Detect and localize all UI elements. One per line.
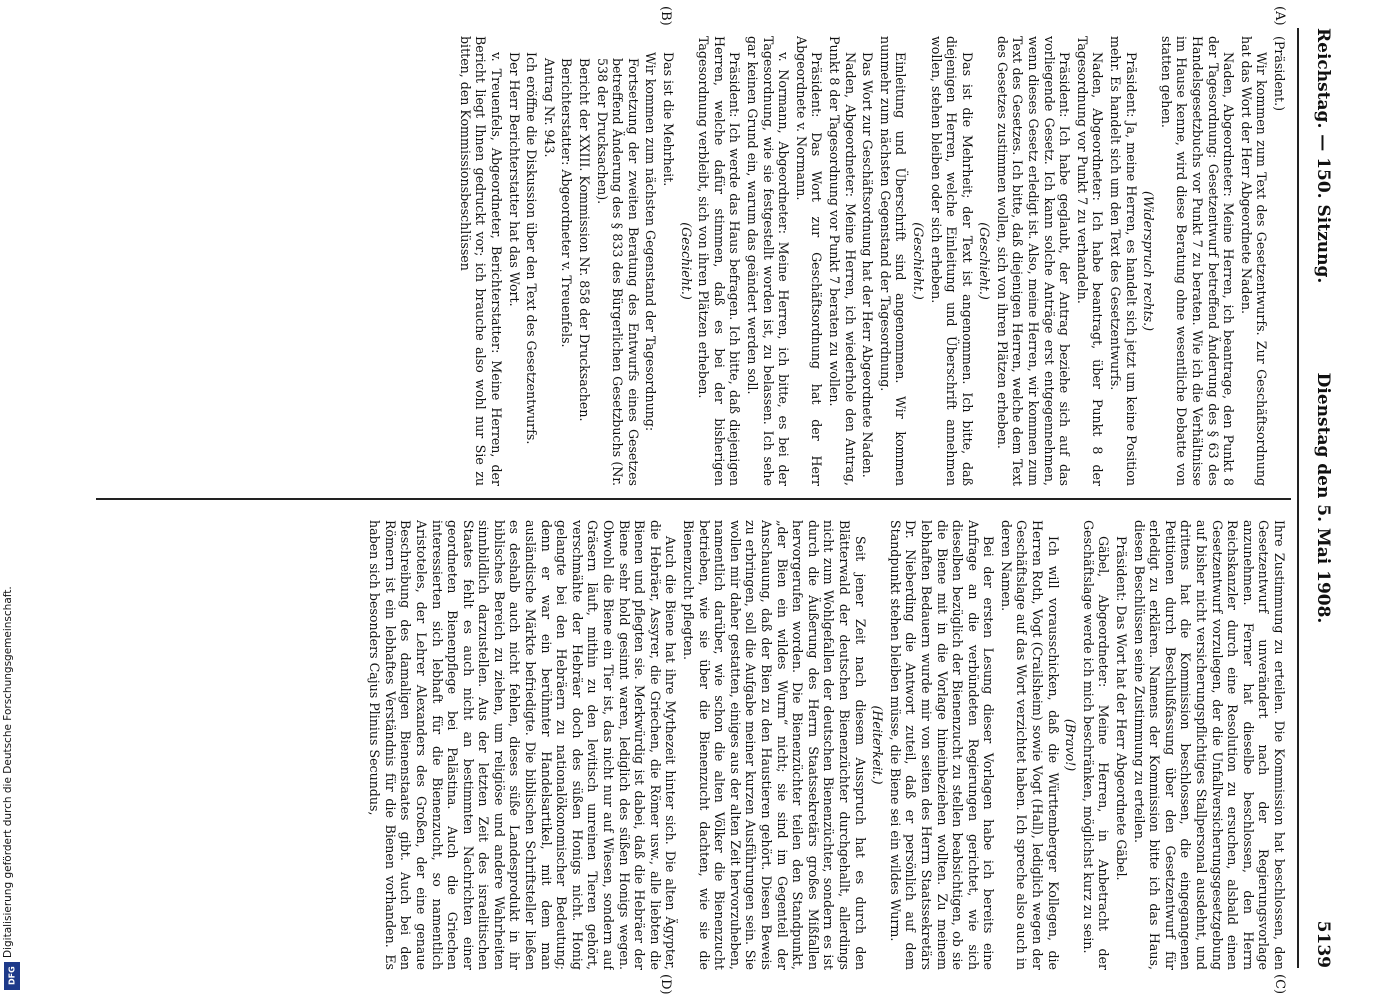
right-text-column xyxy=(97,520,1287,970)
paragraph: Das ist die Mehrheit. xyxy=(661,52,677,187)
paragraph: Präsident: Ja, meine Herren, es handelt sich jetzt um keine Position mehr. Es handelt sich um den Text des Gesetzentwurfs. xyxy=(1108,36,1139,486)
margin-mark-b: (B) xyxy=(658,6,673,26)
paragraph: Der Herr Berichterstatter hat das Wort. xyxy=(506,52,522,307)
paragraph: Präsident: Ich werde das Haus befragen. Ich bitte, daß diejenigen Herren, welche dafür stimmen, daß es bei der bisherigen Tagesordnung verbleibt, sich von ihren Plätzen erheben. xyxy=(696,36,743,486)
paragraph: (Geschieht.) xyxy=(910,222,926,300)
paragraph: Antrag Nr. 943. xyxy=(541,58,557,158)
paragraph: Bei der ersten Lesung dieser Vorlagen habe ich bereits eine Anfrage an die verbündeten Regierungen gerichtet, wie sich dieselben bezüglich der Bienenzucht zu stellen beabsichtigen, ob sie die Biene mit in die Vorlage hineinbeziehen wollten. Zu meinem lebhaften Bedauern wurde mir von seiten des Herrn Staatssekretärs Dr. Nieberding die Antwort zuteil, daß er persönlich auf dem Standpunkt stehen bleiben müsse, die Biene sei ein wildes Wurm. xyxy=(887,520,997,970)
paragraph: Auch die Biene hat ihre Mythezeit hinter sich. Die alten Ägypter, die Hebräer, Assyrer, die Griechen, die Römer usw., alle liebten die Bienen und pflegten sie. Merkwürdig ist dabei, daß die Hebräer der Biene sehr hold gesinnt waren, lediglich des süßen Honigs wegen. Obwohl die Biene ein Tier ist, das nicht nur auf Wiesen, sondern auf Gräsern läuft, mithin zu den levitisch unreinen Tieren gehört, verschmähte der Hebräer doch des süßen Honigs nicht. Honig gelangte bei den Hebräern zu nationalökonomischer Bedeutung; denn er war ein berühmter Handelsartikel, mit dem man ausländische Märkte befriedigte. Die biblischen Schriftsteller ließen es deshalb auch nicht fehlen, dieses süße Landesprodukt in ihr biblisches Bereich zu ziehen, um religiöse und andere Wahrheiten sinnbildlich darzustellen. Aus der letzten Zeit des israelitischen Staates fehlt es auch nicht an bestimmten Nachrichten einer geordneten Bienenpflege bei Palästina. Auch die Griechen interessierten sich lebhaft für die Bienenzucht, so namentlich Aristoteles, der Lehrer Alexanders des Großen, der eine genaue Beschreibung des damaligen Bienenstaates gibt. Auch bei den Römern ist ein lebhaftes Verständnis für die Bienen vorhanden. Es haben sich besonders Cajus Plinius Secundus, xyxy=(367,520,679,970)
paragraph: (Geschieht.) xyxy=(678,222,694,300)
paragraph: v. Normann, Abgeordneter: Meine Herren, ich bitte, es bei der Tagesordnung, wie sie festgestellt worden ist, zu belassen. Ich sehe gar keinen Grund ein, warum das geändert werden soll. xyxy=(745,36,792,486)
paragraph: Seit jener Zeit nach diesem Ausspruch hat es durch den Blätterwald der deutschen Bienenzüchter durchgehallt, allerdings nicht zum Wohlgefallen der deutschen Bienenzüchter, sondern es ist durch die Äußerung des Herrn Staatssekretärs großes Mißfallen hervorgerufen worden. Die Bienenzüchter teilen den Standpunkt, „der Bien ein wildes Wurm“ nicht; sie sind im Gegenteil der Anschauung, daß der Bien zu den Haustieren gehört. Diesen Beweis zu erbringen, soll die Aufgabe meiner kurzen Ausführungen sein. Sie wollen mir daher gestatten, einiges aus der alten Zeit hervorzuheben, namentlich darüber, wie schon die alten Völker die Bienenzucht betrieben, wie sie über die Bienenzucht dachten, wie sie die Bienenzucht pflegten. xyxy=(681,520,868,970)
paragraph: Präsident: Das Wort zur Geschäftsordnung hat der Herr Abgeordnete v. Normann. xyxy=(793,36,825,486)
column-divider xyxy=(96,498,1291,500)
digitization-footer xyxy=(2,4,22,994)
paragraph: Berichterstatter: Abgeordneter v. Treuenfels. xyxy=(559,58,575,348)
paragraph: Bericht der XXIII. Kommission Nr. 858 der Drucksachen. xyxy=(577,58,593,422)
paragraph: Naden, Abgeordneter: Meine Herren, ich wiederhole den Antrag, Punkt 8 der Tagesordnung vor Punkt 7 beraten zu wollen. xyxy=(826,36,858,486)
paragraph: v. Treuenfels, Abgeordneter, Berichterstatter: Meine Herren, der Bericht liegt Ihnen gedruckt vor; ich brauche also wohl nur Sie zu bitten, den Kommissionsbeschlüssen xyxy=(457,36,505,486)
paragraph: Das ist die Mehrheit; der Text ist angenommen. Ich bitte, daß diejenigen Herren, welche Einleitung und Überschrift annehmen wollen, stehen bleiben oder sich erheben. xyxy=(928,36,975,486)
paragraph: Fortsetzung der zweiten Beratung des Entwurfs eines Gesetzes betreffend Änderung des § 833 des Bürgerlichen Gesetzbuchs (Nr. 538 der Drucksachen). xyxy=(594,58,641,486)
header-rule xyxy=(1297,28,1299,968)
paragraph: Naden, Abgeordneter: Ich habe beantragt, über Punkt 8 der Tagesordnung vor Punkt 7 zu verhandeln. xyxy=(1074,36,1106,486)
paragraph: Gäbel, Abgeordneter: Meine Herren, in Anbetracht der Geschäftslage werde ich mich beschränken, möglichst kurz zu sein. xyxy=(1080,520,1112,970)
paragraph: Wir kommen zum nächsten Gegenstand der Tagesordnung: xyxy=(643,52,659,432)
header-date: Dienstag den 5. Mai 1908. xyxy=(1313,372,1333,624)
paragraph: (Geschieht.) xyxy=(977,222,993,300)
paragraph: (Widerspruch rechts.) xyxy=(1141,190,1157,332)
header-session: Reichstag. — 150. Sitzung. xyxy=(1313,28,1333,284)
page-header xyxy=(1305,28,1339,968)
paragraph: (Heiterkeit.) xyxy=(870,705,886,785)
dfg-logo: DFG xyxy=(4,962,20,990)
footer-credit-text: Digitalisierung gefördert durch die Deutsche Forschungsgemeinschaft. xyxy=(2,586,14,958)
margin-mark-c: (C) xyxy=(1272,974,1287,995)
rotated-page xyxy=(73,0,1383,1000)
paragraph: Ich will vorausschicken, daß die Württemberger Kollegen, die Herren Roth, Vogt (Crailsheim) sowie Vogt (Hall), lediglich wegen der Geschäftslage auf das Wort verzichtet haben. Ich spreche also auch in deren Namen. xyxy=(998,520,1061,970)
margin-mark-a: (A) xyxy=(1272,6,1287,26)
paragraph: (Präsident.) xyxy=(1272,36,1287,112)
paragraph: Naden, Abgeordneter: Meine Herren, ich beantrage, den Punkt 8 der Tagesordnung: Gesetzentwurf betreffend Änderung des § 63 des Handelsgesetzbuchs vor Punkt 7 zu beraten. Wie ich die Verhältnisse im Hause kenne, wird diese Beratung ohne wesentliche Debatte von statten gehen. xyxy=(1158,36,1237,486)
page-number: 5139 xyxy=(1313,920,1333,968)
paragraph: Ihre Zustimmung zu erteilen. Die Kommission hat beschlossen, den Gesetzentwurf unverändert nach der Regierungsvorlage anzunehmen. Ferner hat dieselbe beschlossen, den Herrn Reichskanzler durch eine Resolution zu ersuchen, alsbald einen Gesetzentwurf vorzulegen, der die Unfallversicherungsgesetzgebung auf bisher nicht versicherungspflichtiges Stallpersonal ausdehnt, und drittens hat die Kommission beschlossen, die eingegangenen Petitionen durch Beschlußfassung über den Gesetzentwurf für erledigt zu erklären. Namens der Kommission bitte ich das Haus, diesen Beschlüssen seine Zustimmung zu erteilen. xyxy=(1131,520,1287,970)
paragraph: Präsident: Ich habe geglaubt, der Antrag beziehe sich auf das vorliegende Gesetz. Ich kann solche Anträge erst entgegennehmen, wenn dieses Gesetz erledigt ist. Also, meine Herren, wir kommen zum Text des Gesetzes. Ich bitte, daß diejenigen Herren, welche dem Text des Gesetzes zustimmen wollen, sich von ihren Plätzen erheben. xyxy=(994,36,1073,486)
paragraph: Einleitung und Überschrift sind angenommen. Wir kommen nunmehr zum nächsten Gegenstand der Tagesordnung. xyxy=(877,36,909,486)
paragraph: Wir kommen zum Text des Gesetzentwurfs. Zur Geschäftsordnung hat das Wort der Herr Abgeordnete Naden. xyxy=(1238,36,1270,486)
margin-mark-d: (D) xyxy=(658,974,673,995)
left-text-column xyxy=(97,36,1287,486)
paragraph: Das Wort zur Geschäftsordnung hat der Herr Abgeordnete Naden. xyxy=(860,52,876,478)
paragraph: Präsident: Das Wort hat der Herr Abgeordnete Gäbel. xyxy=(1114,536,1130,881)
paragraph: Ich eröffne die Diskussion über den Text des Gesetzentwurfs. xyxy=(524,52,540,445)
paragraph: (Bravo!) xyxy=(1063,718,1079,772)
